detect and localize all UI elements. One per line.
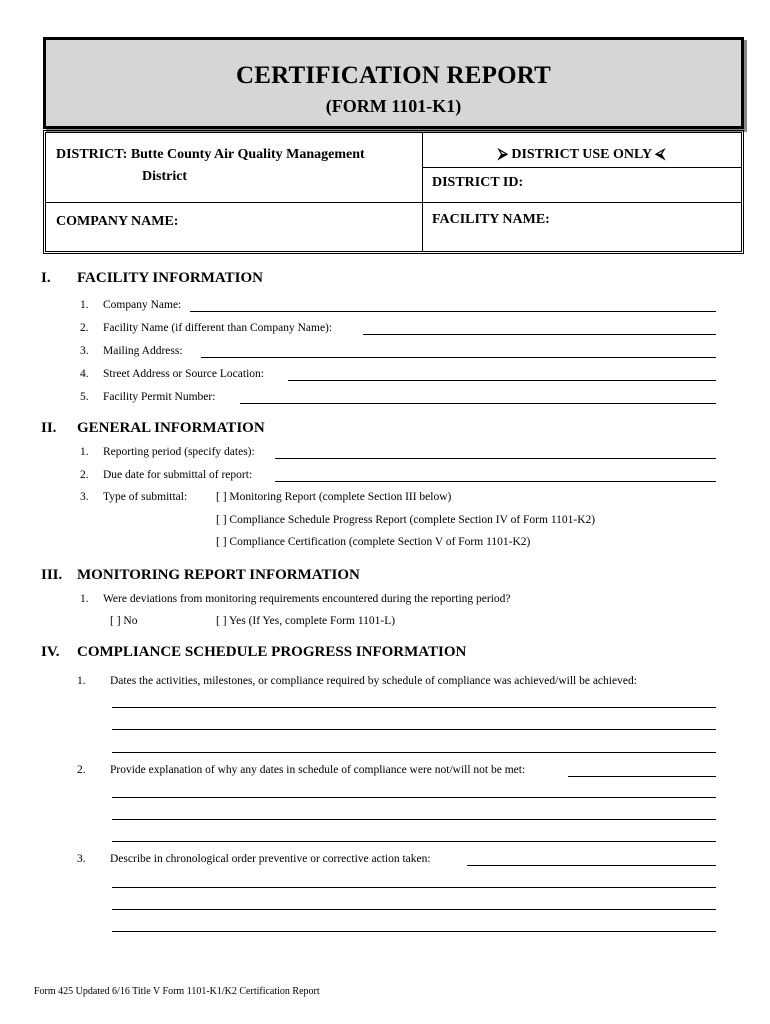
facility-permit-number-label: Facility Permit Number: (103, 391, 216, 403)
item-number: 5. (80, 391, 89, 403)
facility-name-input[interactable] (363, 334, 716, 335)
section-title-facility-information: FACILITY INFORMATION (77, 270, 263, 286)
mailing-address-label: Mailing Address: (103, 345, 183, 357)
item-number: 1. (80, 593, 89, 605)
section-number: I. (41, 270, 51, 286)
facility-name-label: Facility Name (if different than Company Name): (103, 322, 333, 334)
explanation-input-line[interactable] (112, 819, 716, 820)
compliance-certification-checkbox[interactable]: [ ] Compliance Certification (complete Section V of Form 1101-K2) (216, 536, 531, 548)
section-number: III. (41, 567, 63, 583)
reporting-period-input[interactable] (275, 458, 716, 459)
section-title-compliance-schedule: COMPLIANCE SCHEDULE PROGRESS INFORMATION (77, 644, 467, 660)
page-footer: Form 425 Updated 6/16 Title V Form 1101-K1/K2 Certification Report (34, 986, 320, 997)
dates-achieved-input-line[interactable] (112, 729, 716, 730)
explanation-input-line[interactable] (112, 797, 716, 798)
company-name-label: Company Name: (103, 299, 182, 311)
form-number: (FORM 1101-K1) (325, 96, 462, 116)
due-date-input[interactable] (275, 481, 716, 482)
district-id-field[interactable]: DISTRICT ID: (432, 175, 524, 190)
compliance-schedule-checkbox[interactable]: [ ] Compliance Schedule Progress Report (complete Section IV of Form 1101-K2) (216, 514, 596, 526)
item-number: 1. (77, 675, 86, 687)
corrective-action-input-line[interactable] (112, 909, 716, 910)
explanation-input-line[interactable] (568, 776, 716, 777)
item-number: 1. (80, 446, 89, 458)
explanation-input-line[interactable] (112, 841, 716, 842)
monitoring-report-checkbox[interactable]: [ ] Monitoring Report (complete Section III below) (216, 491, 452, 503)
dates-achieved-input-line[interactable] (112, 707, 716, 708)
corrective-action-input-line[interactable] (467, 865, 716, 866)
item-number: 3. (80, 491, 89, 503)
type-of-submittal-label: Type of submittal: (103, 491, 188, 503)
divider (46, 202, 741, 203)
divider (422, 167, 741, 168)
due-date-label: Due date for submittal of report: (103, 469, 253, 481)
street-address-label: Street Address or Source Location: (103, 368, 264, 380)
section-title-general-information: GENERAL INFORMATION (77, 420, 265, 436)
item-number: 2. (80, 322, 89, 334)
company-name-input[interactable] (190, 311, 716, 312)
corrective-action-input-line[interactable] (112, 887, 716, 888)
deviations-no-checkbox[interactable]: [ ] No (110, 615, 138, 627)
title-box (43, 37, 744, 129)
dates-achieved-label: Dates the activities, milestones, or compliance required by schedule of compliance was achieved/will be achieved: (110, 675, 637, 687)
corrective-action-input-line[interactable] (112, 931, 716, 932)
section-number: IV. (41, 644, 60, 660)
deviations-yes-checkbox[interactable]: [ ] Yes (If Yes, complete Form 1101-L) (216, 615, 396, 627)
explanation-label: Provide explanation of why any dates in schedule of compliance were not/will not be met: (110, 764, 526, 776)
district-info-box (43, 130, 744, 254)
item-number: 3. (77, 853, 86, 865)
district-use-only-label: ⮚ DISTRICT USE ONLY ⮘ (497, 147, 666, 162)
street-address-input[interactable] (288, 380, 716, 381)
district-label: DISTRICT: Butte County Air Quality Management (56, 147, 365, 162)
section-number: II. (41, 420, 57, 436)
facility-name-field[interactable]: FACILITY NAME: (432, 212, 550, 227)
facility-permit-number-input[interactable] (240, 403, 716, 404)
company-name-field[interactable]: COMPANY NAME: (56, 214, 179, 229)
corrective-action-label: Describe in chronological order preventive or corrective action taken: (110, 853, 431, 865)
section-title-monitoring-report: MONITORING REPORT INFORMATION (77, 567, 360, 583)
mailing-address-input[interactable] (201, 357, 716, 358)
reporting-period-label: Reporting period (specify dates): (103, 446, 255, 458)
item-number: 4. (80, 368, 89, 380)
district-label-line2: District (142, 169, 188, 184)
item-number: 2. (80, 469, 89, 481)
item-number: 1. (80, 299, 89, 311)
deviations-question: Were deviations from monitoring requirements encountered during the reporting period? (103, 593, 511, 605)
item-number: 3. (80, 345, 89, 357)
page-title: CERTIFICATION REPORT (235, 62, 551, 89)
item-number: 2. (77, 764, 86, 776)
dates-achieved-input-line[interactable] (112, 752, 716, 753)
